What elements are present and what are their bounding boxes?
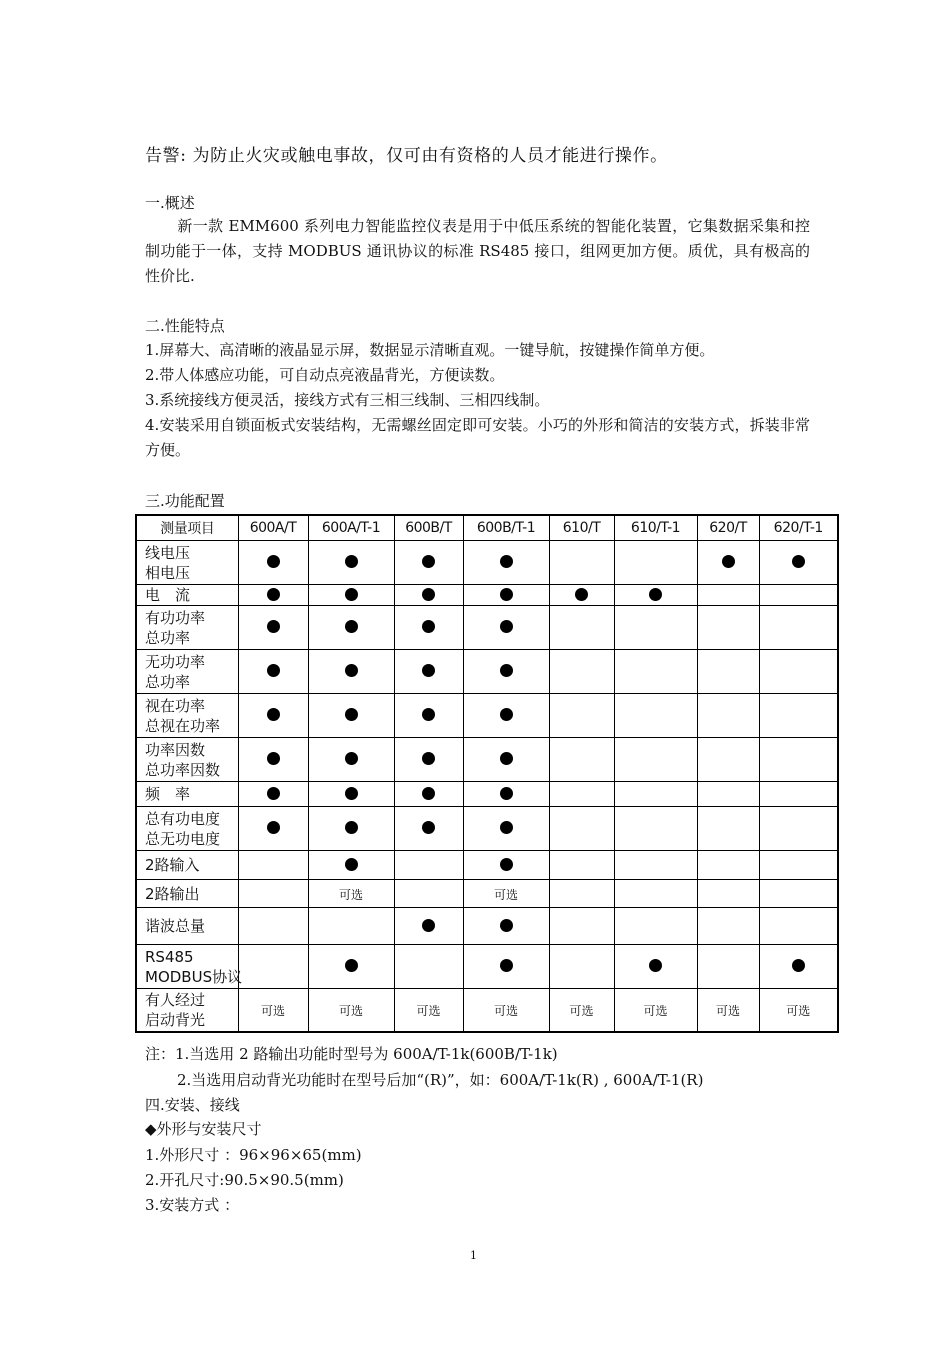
optional-label: 可选 xyxy=(493,888,518,902)
optional-label: 可选 xyxy=(338,888,363,902)
table-cell xyxy=(549,585,614,606)
table-cell xyxy=(759,782,838,807)
section1-title: 一.概述 xyxy=(145,194,195,212)
table-cell xyxy=(463,807,549,851)
row-label-line: 总有功电度 xyxy=(145,809,221,828)
table-cell xyxy=(549,807,614,851)
table-cell xyxy=(238,606,308,650)
table-cell xyxy=(308,650,394,694)
table-cell xyxy=(697,694,759,738)
table-cell xyxy=(394,738,463,782)
row-label-line: 相电压 xyxy=(145,563,191,582)
table-cell xyxy=(614,880,697,908)
table-cell xyxy=(697,541,759,585)
table-cell xyxy=(614,650,697,694)
section1-paragraph xyxy=(145,214,810,289)
table-cell xyxy=(238,851,308,880)
supported-dot-icon xyxy=(267,555,280,568)
table-cell xyxy=(238,908,308,945)
supported-dot-icon xyxy=(422,821,435,834)
table-cell xyxy=(549,945,614,989)
supported-dot-icon xyxy=(500,752,513,765)
row-label xyxy=(136,585,238,606)
warning-text: 告警: 为防止火灾或触电事故，仅可由有资格的人员才能进行操作。 xyxy=(145,146,668,166)
table-cell xyxy=(308,738,394,782)
table-cell xyxy=(549,738,614,782)
row-label-line: 谐波总量 xyxy=(145,917,206,935)
table-cell xyxy=(759,606,838,650)
table-cell xyxy=(238,989,308,1032)
table-cell xyxy=(759,807,838,851)
section3-title: 三.功能配置 xyxy=(145,492,225,510)
table-row xyxy=(136,908,838,945)
table-cell xyxy=(394,807,463,851)
supported-dot-icon xyxy=(267,752,280,765)
table-cell xyxy=(614,851,697,880)
table-cell xyxy=(238,541,308,585)
table-cell xyxy=(394,908,463,945)
table-cell xyxy=(463,606,549,650)
table-cell xyxy=(308,585,394,606)
section2-title: 二.性能特点 xyxy=(145,317,225,335)
supported-dot-icon xyxy=(422,588,435,601)
table-cell xyxy=(238,585,308,606)
row-label-line: 频 率 xyxy=(145,785,191,803)
supported-dot-icon xyxy=(345,959,358,972)
table-cell xyxy=(394,606,463,650)
table-cell xyxy=(759,908,838,945)
table-cell xyxy=(308,782,394,807)
table-cell xyxy=(394,945,463,989)
table-cell xyxy=(238,738,308,782)
table-cell xyxy=(549,989,614,1032)
table-cell xyxy=(759,880,838,908)
feature-item: 4.安装采用自锁面板式安装结构，无需螺丝固定即可安装。小巧的外形和简洁的安装方式，拆装非常方便。 xyxy=(145,416,810,459)
supported-dot-icon xyxy=(500,919,513,932)
table-cell xyxy=(394,650,463,694)
row-label-line: 功率因数 xyxy=(145,740,206,759)
header-measure-item: 测量项目 xyxy=(136,515,238,541)
table-cell xyxy=(614,908,697,945)
supported-dot-icon xyxy=(422,787,435,800)
row-label xyxy=(136,851,238,880)
row-label xyxy=(136,606,238,650)
table-cell xyxy=(697,807,759,851)
table-cell xyxy=(308,807,394,851)
table-row xyxy=(136,782,838,807)
supported-dot-icon xyxy=(500,620,513,633)
row-label-line: 有功功率 xyxy=(145,608,206,627)
table-cell xyxy=(394,585,463,606)
supported-dot-icon xyxy=(267,664,280,677)
table-row xyxy=(136,650,838,694)
function-config-table xyxy=(135,514,839,1033)
table-cell xyxy=(549,782,614,807)
header-model: 600B/T-1 xyxy=(463,515,549,541)
supported-dot-icon xyxy=(345,664,358,677)
table-cell xyxy=(238,945,308,989)
section1-body: 新一款 EMM600 系列电力智能监控仪表是用于中低压系统的智能化装置，它集数据采集和控制功能于一体，支持 MODBUS 通讯协议的标准 RS485 接口，组网更加方便。质优，具有极高的性价比. xyxy=(145,217,810,285)
table-cell xyxy=(238,694,308,738)
table-cell xyxy=(463,738,549,782)
row-label-line: 总无功电度 xyxy=(145,829,221,848)
row-label-line: 2路输入 xyxy=(145,856,200,874)
table-cell xyxy=(697,851,759,880)
table-note: 注：1.当选用 2 路输出功能时型号为 600A/T-1k(600B/T-1k) xyxy=(145,1045,558,1063)
optional-label: 可选 xyxy=(643,1004,668,1019)
header-model: 610/T-1 xyxy=(614,515,697,541)
table-row xyxy=(136,880,838,908)
table-row xyxy=(136,585,838,606)
table-cell xyxy=(697,880,759,908)
table-cell xyxy=(697,782,759,807)
row-label xyxy=(136,945,243,989)
table-cell xyxy=(759,541,838,585)
table-cell xyxy=(463,694,549,738)
table-cell xyxy=(697,945,759,989)
table-cell xyxy=(238,880,308,908)
row-label-line: 电 流 xyxy=(145,586,191,604)
table-note: 2.当选用启动背光功能时在型号后加“(R)”，如：600A/T-1k(R) , 600A/T-1(R) xyxy=(177,1071,704,1089)
row-label xyxy=(136,807,238,851)
header-model: 610/T xyxy=(549,515,614,541)
optional-label: 可选 xyxy=(338,1004,363,1019)
optional-label: 可选 xyxy=(569,1004,594,1019)
row-label-line: 总功率 xyxy=(145,672,191,691)
table-cell xyxy=(697,738,759,782)
section4-title: 四.安装、接线 xyxy=(145,1096,240,1114)
supported-dot-icon xyxy=(422,664,435,677)
install-item: 3.安装方式 ： xyxy=(145,1196,240,1214)
row-label-line: 总功率因数 xyxy=(145,760,221,779)
header-model: 600A/T xyxy=(238,515,308,541)
section4-subtitle: ◆外形与安装尺寸 xyxy=(145,1120,262,1138)
supported-dot-icon xyxy=(500,588,513,601)
supported-dot-icon xyxy=(345,555,358,568)
table-cell xyxy=(238,782,308,807)
table-cell xyxy=(394,880,463,908)
row-label-line: 总功率 xyxy=(145,628,191,647)
supported-dot-icon xyxy=(792,959,805,972)
table-cell xyxy=(759,650,838,694)
row-label xyxy=(136,908,238,945)
table-cell xyxy=(463,945,549,989)
table-cell xyxy=(549,694,614,738)
table-row xyxy=(136,738,838,782)
row-label xyxy=(136,650,238,694)
table-cell xyxy=(759,851,838,880)
table-row xyxy=(136,945,838,989)
table-row xyxy=(136,541,838,585)
supported-dot-icon xyxy=(345,752,358,765)
table-cell xyxy=(697,908,759,945)
table-header-row xyxy=(136,515,838,541)
supported-dot-icon xyxy=(500,959,513,972)
table-cell xyxy=(549,541,614,585)
supported-dot-icon xyxy=(345,708,358,721)
supported-dot-icon xyxy=(649,959,662,972)
row-label xyxy=(136,989,238,1032)
table-cell xyxy=(614,945,697,989)
table-cell xyxy=(697,585,759,606)
supported-dot-icon xyxy=(792,555,805,568)
feature-item: 2.带人体感应功能，可自动点亮液晶背光，方便读数。 xyxy=(145,366,505,384)
supported-dot-icon xyxy=(422,752,435,765)
table-row xyxy=(136,606,838,650)
supported-dot-icon xyxy=(267,821,280,834)
row-label xyxy=(136,880,238,908)
row-label-line: 有人经过 xyxy=(145,990,206,1009)
supported-dot-icon xyxy=(267,620,280,633)
table-cell xyxy=(463,585,549,606)
table-cell xyxy=(308,541,394,585)
table-cell xyxy=(614,807,697,851)
table-cell xyxy=(614,694,697,738)
table-row xyxy=(136,807,838,851)
table-cell xyxy=(759,585,838,606)
row-label-line: MODBUS协议 xyxy=(145,967,243,986)
supported-dot-icon xyxy=(267,787,280,800)
header-model: 600A/T-1 xyxy=(308,515,394,541)
optional-label: 可选 xyxy=(493,1004,518,1019)
table-cell xyxy=(549,908,614,945)
table-cell xyxy=(394,694,463,738)
supported-dot-icon xyxy=(649,588,662,601)
row-label xyxy=(136,738,238,782)
table-cell xyxy=(463,782,549,807)
table-cell xyxy=(463,541,549,585)
supported-dot-icon xyxy=(422,620,435,633)
table-cell xyxy=(463,650,549,694)
feature-item: 1.屏幕大、高清晰的液晶显示屏，数据显示清晰直观。一键导航，按键操作简单方便。 xyxy=(145,341,715,359)
optional-label: 可选 xyxy=(416,1004,441,1019)
supported-dot-icon xyxy=(422,708,435,721)
page-number: 1 xyxy=(470,1249,477,1262)
table-cell xyxy=(759,989,838,1032)
table-cell xyxy=(308,694,394,738)
supported-dot-icon xyxy=(345,821,358,834)
table-cell xyxy=(308,908,394,945)
table-row xyxy=(136,851,838,880)
supported-dot-icon xyxy=(345,620,358,633)
table-cell xyxy=(697,989,759,1032)
supported-dot-icon xyxy=(500,555,513,568)
table-cell xyxy=(614,738,697,782)
table-cell xyxy=(697,650,759,694)
table-cell xyxy=(759,738,838,782)
row-label xyxy=(136,694,238,738)
supported-dot-icon xyxy=(422,555,435,568)
table-cell xyxy=(394,541,463,585)
table-cell xyxy=(697,606,759,650)
supported-dot-icon xyxy=(345,858,358,871)
optional-label: 可选 xyxy=(715,1004,740,1019)
supported-dot-icon xyxy=(345,787,358,800)
table-row xyxy=(136,989,838,1032)
table-cell xyxy=(308,851,394,880)
optional-label: 可选 xyxy=(260,1004,285,1019)
optional-label: 可选 xyxy=(786,1004,811,1019)
table-cell xyxy=(614,989,697,1032)
supported-dot-icon xyxy=(500,858,513,871)
supported-dot-icon xyxy=(267,588,280,601)
table-cell xyxy=(759,694,838,738)
table-cell xyxy=(308,989,394,1032)
supported-dot-icon xyxy=(422,919,435,932)
supported-dot-icon xyxy=(500,821,513,834)
table-cell xyxy=(549,851,614,880)
header-model: 620/T xyxy=(697,515,759,541)
table-cell xyxy=(614,782,697,807)
table-cell xyxy=(549,606,614,650)
table-cell xyxy=(614,606,697,650)
row-label-line: 2路输出 xyxy=(145,884,200,903)
supported-dot-icon xyxy=(345,588,358,601)
supported-dot-icon xyxy=(722,555,735,568)
table-cell xyxy=(614,585,697,606)
feature-item: 3.系统接线方便灵活，接线方式有三相三线制、三相四线制。 xyxy=(145,391,550,409)
table-cell xyxy=(394,989,463,1032)
supported-dot-icon xyxy=(500,787,513,800)
row-label xyxy=(136,782,238,807)
install-item: 2.开孔尺寸:90.5×90.5(mm) xyxy=(145,1171,344,1189)
header-model: 600B/T xyxy=(394,515,463,541)
row-label-line: 启动背光 xyxy=(145,1010,206,1029)
table-cell xyxy=(463,880,549,908)
table-cell xyxy=(308,945,394,989)
row-label-line: 线电压 xyxy=(145,543,191,562)
supported-dot-icon xyxy=(267,708,280,721)
supported-dot-icon xyxy=(575,588,588,601)
table-cell xyxy=(394,782,463,807)
table-cell xyxy=(238,807,308,851)
table-cell xyxy=(463,989,549,1032)
row-label-line: 无功功率 xyxy=(145,652,206,671)
table-cell xyxy=(614,541,697,585)
row-label-line: RS485 xyxy=(145,947,194,966)
table-cell xyxy=(759,945,838,989)
table-row xyxy=(136,694,838,738)
table-cell xyxy=(549,880,614,908)
table-cell xyxy=(463,908,549,945)
supported-dot-icon xyxy=(500,664,513,677)
table-cell xyxy=(308,880,394,908)
row-label-line: 视在功率 xyxy=(145,696,206,715)
install-item: 1.外形尺寸 ：96×96×65(mm) xyxy=(145,1146,362,1164)
table-cell xyxy=(463,851,549,880)
row-label-line: 总视在功率 xyxy=(145,716,221,735)
table-cell xyxy=(308,606,394,650)
table-cell xyxy=(549,650,614,694)
table-cell xyxy=(238,650,308,694)
row-label xyxy=(136,541,238,585)
table-cell xyxy=(394,851,463,880)
header-model: 620/T-1 xyxy=(759,515,838,541)
supported-dot-icon xyxy=(500,708,513,721)
